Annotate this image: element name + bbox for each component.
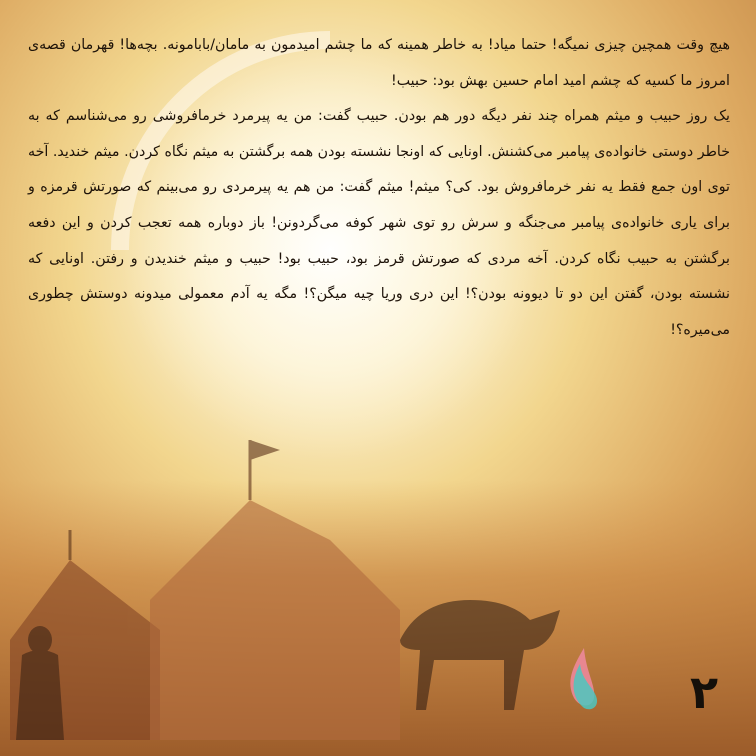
story-paragraph: هیچ وقت همچین چیزی نمیگه! حتما میاد! به خاطر همینه که ما چشم امیدمون به مامان/بابامونه. بچه‌ها! قهرمان قصه‌ی امروز ما کسیه که چشم امید امام حسین بهش بود: حبیب! [28,37,730,89]
page-number: ۲ [689,665,719,719]
droplet-icon [562,642,662,718]
story-text [28,28,730,348]
story-paragraph: یک روز حبیب و میثم همراه چند نفر دیگه دور هم بودن. حبیب گفت: من یه پیرمرد خرمافروشی رو می‌شناسم که به خاطر دوستی خانواده‌ی پیامبر می‌کشنش. اونایی که اونجا نشسته بودن همه برگشتن به میثم نگاه کردن. میثم خندید. آخه توی اون جمع فقط یه نفر خرمافروش بود. کی؟ میثم! میثم گفت: من هم یه پیرمردی رو می‌بینم که صورتش قرمزه و برای یاری خانواده‌ی پیامبر می‌جنگه و سرش رو توی شهر کوفه می‌گردونن! باز دوباره همه تعجب کردن و این دفعه برگشتن به حبیب نگاه کردن. آخه مردی که صورتش قرمز بود، حبیب بود! حبیب و میثم خندیدن و رفتن. اونایی که نشسته بودن، گفتن این دو تا دیوونه بودن؟! این دری وریا چیه میگن؟! مگه یه آدم معمولی میدونه دوستش چطوری می‌میره؟! [28,108,730,338]
heyat-logo [562,642,662,718]
